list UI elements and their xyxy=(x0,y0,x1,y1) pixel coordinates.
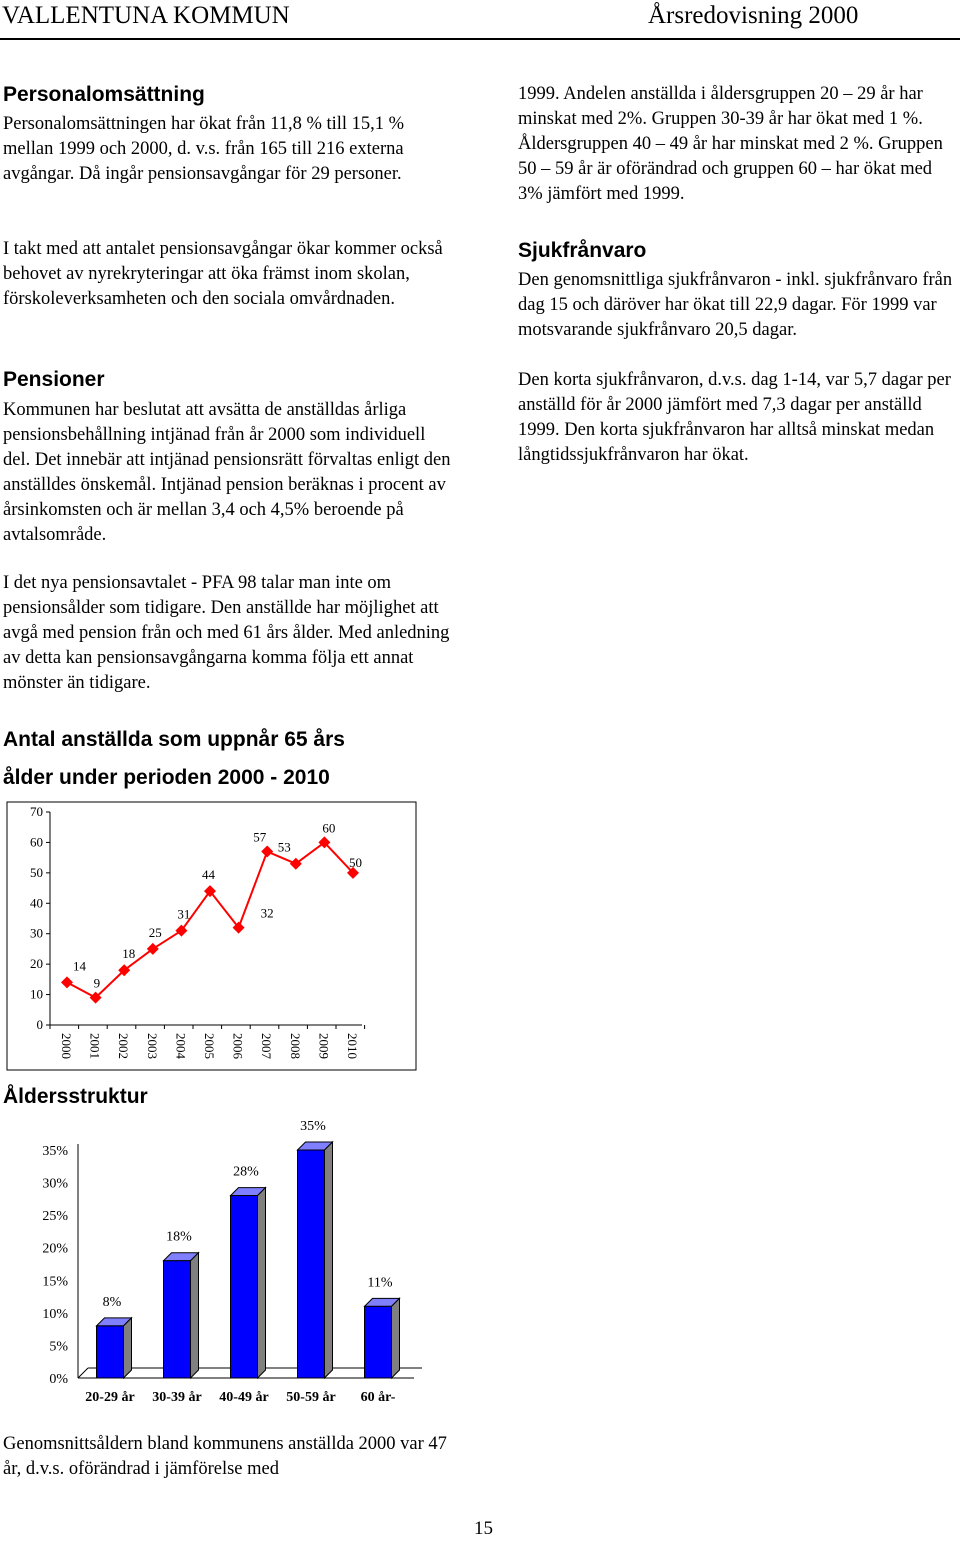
bar-side xyxy=(258,1188,266,1378)
bar xyxy=(298,1150,325,1378)
header-rule xyxy=(0,38,960,40)
line-chart-frame xyxy=(7,802,416,1070)
line-chart-data-label: 50 xyxy=(349,854,362,870)
line-chart-data-label: 18 xyxy=(122,946,136,962)
line-chart-xtick-label: 2004 xyxy=(173,1033,189,1059)
line-chart-ytick-label: 60 xyxy=(30,834,43,850)
heading-pensioner: Pensioner xyxy=(3,368,105,391)
bar-value-label: 11% xyxy=(367,1275,393,1291)
bar xyxy=(97,1326,124,1378)
line-chart-ytick-label: 50 xyxy=(30,864,43,880)
line-chart-xtick-label: 2009 xyxy=(316,1033,332,1059)
line-chart-xtick-label: 2007 xyxy=(259,1033,275,1059)
line-chart-ytick-label: 30 xyxy=(30,925,43,941)
line-chart-data-label: 25 xyxy=(148,924,162,940)
bar-category-label: 60 år- xyxy=(360,1390,396,1405)
line-chart-point xyxy=(261,846,273,858)
line-chart-data-label: 32 xyxy=(260,905,274,921)
chart1-title-line1: Antal anställda som uppnår 65 års xyxy=(3,728,345,751)
bar-chart xyxy=(0,1120,440,1415)
paragraph-pensioner: Kommunen har beslutat att avsätta de anställdas årliga pensionsbehållning intjänad från år 2000 som individuell del. Det innebär att intjänad pensionsrätt förvaltas enligt den anställdes önskemål. Intjänad pension beräknas i procent av årsinkomsten och är mellan 3,4 och 4,5% beroende på avtalsområde. xyxy=(3,400,451,545)
paragraph-nyrekrytering: I takt med att antalet pensionsavgångar ökar kommer också behovet av nyrekryteringar att öka främst inom skolan, förskoleverksamheten och den sociala omvårdnaden. xyxy=(3,239,443,309)
line-chart-ytick-label: 70 xyxy=(30,804,43,819)
heading-sjukfranvaro: Sjukfrånvaro xyxy=(518,239,647,262)
bar-chart-ytick-label: 25% xyxy=(42,1209,68,1225)
paragraph-personalomsattning: Personalomsättningen har ökat från 11,8 % till 15,1 % mellan 1999 och 2000, d. v.s. från 165 till 216 externa avgångar. Då ingår pensionsavgångar för 29 personer. xyxy=(3,114,405,184)
chart1-title-line2: ålder under perioden 2000 - 2010 xyxy=(3,766,330,789)
line-chart-xtick-label: 2003 xyxy=(144,1033,160,1059)
bar-side xyxy=(325,1142,333,1378)
line-chart-point xyxy=(61,976,73,988)
chart2-title: Åldersstruktur xyxy=(3,1085,148,1108)
page-number: 15 xyxy=(474,1518,493,1539)
bar-side xyxy=(124,1318,132,1378)
line-chart-series-line xyxy=(67,839,353,997)
paragraph-aldersgrupper: 1999. Andelen anställda i åldersgruppen 20 – 29 år har minskat med 2%. Gruppen 30-39 år har ökat med 1 %. Åldersgruppen 40 – 49 år har minskat med 2 %. Gruppen 50 – 59 år är oförändrad och gruppen 60 – har ökat med 3% jämfört med 1999. xyxy=(518,84,943,204)
header-right: Årsredovisning 2000 xyxy=(648,2,859,29)
paragraph-genomsnittsalder: Genomsnittsåldern bland kommunens anställda 2000 var 47 år, d.v.s. oförändrad i jämförelse med xyxy=(3,1434,447,1479)
line-chart-ytick-label: 40 xyxy=(30,895,43,911)
bar-chart-ytick-label: 35% xyxy=(42,1144,68,1159)
heading-personalomsattning: Personalomsättning xyxy=(3,83,205,106)
line-chart-data-label: 60 xyxy=(322,820,336,836)
bar-category-label: 30-39 år xyxy=(152,1390,202,1405)
line-chart-ytick-label: 20 xyxy=(30,956,43,972)
bar-chart-ytick-label: 30% xyxy=(42,1176,68,1192)
bar-value-label: 18% xyxy=(166,1229,192,1245)
bar-chart-ytick-label: 5% xyxy=(49,1339,68,1355)
header-left: VALLENTUNA KOMMUN xyxy=(2,2,290,29)
bar-side xyxy=(191,1253,199,1378)
paragraph-sjukfranvaro: Den genomsnittliga sjukfrånvaron - inkl. sjukfrånvaro från dag 15 och däröver har ökat till 22,9 dagar. För 1999 var motsvarande sjukfrånvaro 20,5 dagar. xyxy=(518,270,953,340)
line-chart-xtick-label: 2000 xyxy=(59,1033,74,1059)
bar xyxy=(365,1306,392,1378)
bar-chart-ytick-label: 20% xyxy=(42,1241,68,1257)
bar xyxy=(231,1196,258,1378)
bar-value-label: 8% xyxy=(102,1294,122,1310)
bar-category-label: 50-59 år xyxy=(286,1390,336,1405)
line-chart-data-label: 31 xyxy=(177,906,191,922)
line-chart-xtick-label: 2005 xyxy=(202,1033,217,1059)
bar-chart-ytick-label: 10% xyxy=(42,1306,68,1322)
line-chart-data-label: 44 xyxy=(202,867,215,883)
bar-value-label: 35% xyxy=(300,1120,326,1134)
paragraph-kort-sjukfranvaro: Den korta sjukfrånvaron, d.v.s. dag 1-14, var 5,7 dagar per anställd för år 2000 jämfört med 7,3 dagar per anställd 1999. Den korta sjukfrånvaron har alltså minskat medan långtidssjukfrånvaron har ökat. xyxy=(518,370,951,465)
line-chart-data-label: 14 xyxy=(73,958,86,974)
line-chart-data-label: 57 xyxy=(253,829,267,845)
paragraph-pensionsavtal: I det nya pensionsavtalet - PFA 98 talar man inte om pensionsålder som tidigare. Den anställde har möjlighet att avgå med pension från och med 61 års ålder. Med anledning av detta kan pensionsavgångarna komma följa ett annat mönster än tidigare. xyxy=(3,573,450,693)
bar-chart-floor-edge xyxy=(78,1368,88,1378)
line-chart-ytick-label: 0 xyxy=(36,1017,43,1032)
bar xyxy=(164,1261,191,1378)
line-chart-data-label: 53 xyxy=(277,839,291,855)
line-chart-xtick-label: 2002 xyxy=(116,1033,132,1059)
bar-chart-ytick-label: 15% xyxy=(42,1274,68,1290)
line-chart-data-label: 9 xyxy=(93,975,101,991)
bar-category-label: 40-49 år xyxy=(219,1390,269,1405)
line-chart xyxy=(0,800,420,1075)
bar-category-label: 20-29 år xyxy=(85,1390,135,1405)
bar-value-label: 28% xyxy=(233,1164,259,1180)
line-chart-xtick-label: 2010 xyxy=(345,1033,360,1059)
line-chart-ytick-label: 10 xyxy=(30,986,43,1002)
line-chart-xtick-label: 2006 xyxy=(230,1033,246,1059)
bar-chart-ytick-label: 0% xyxy=(49,1372,68,1387)
bar-side xyxy=(392,1298,400,1378)
line-chart-xtick-label: 2001 xyxy=(87,1033,103,1059)
line-chart-xtick-label: 2008 xyxy=(287,1033,303,1059)
